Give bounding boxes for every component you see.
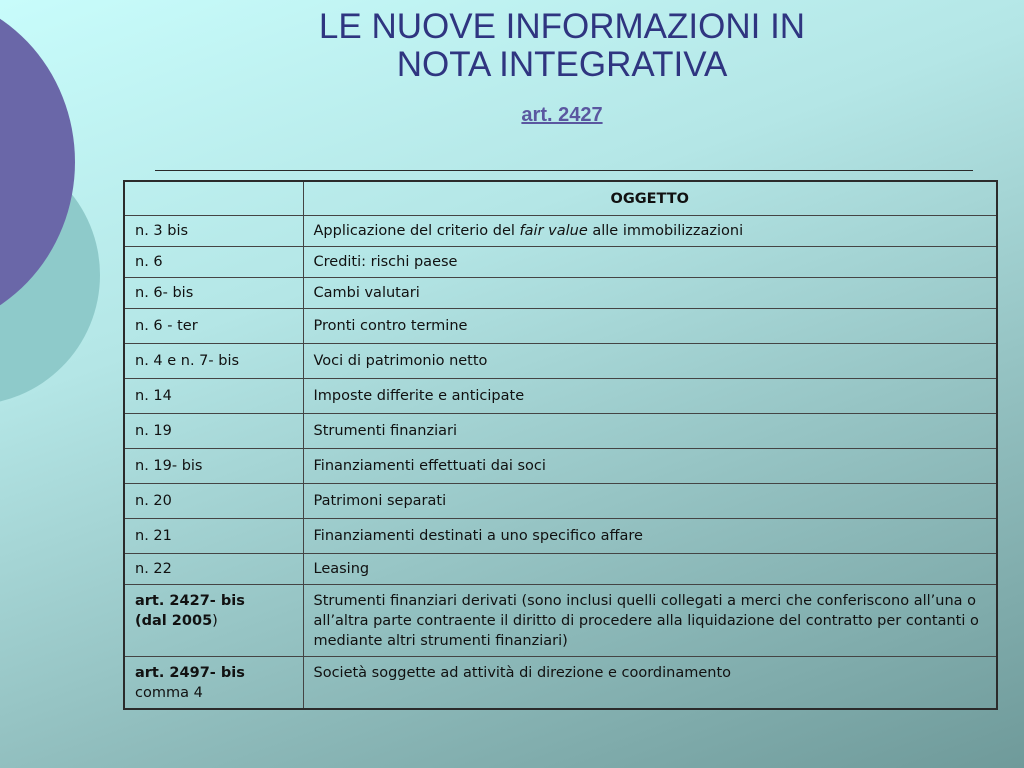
subject-text: Applicazione del criterio del	[313, 223, 520, 239]
title-line-1: LE NUOVE INFORMAZIONI IN	[318, 7, 806, 46]
ref-line-2: (dal 2005	[135, 613, 213, 629]
subject-cell: Leasing	[303, 554, 997, 585]
ref-cell: n. 19- bis	[124, 449, 303, 484]
subject-cell: Strumenti finanziari derivati (sono inclusi quelli collegati a merci che conferiscono all’una o all’altra parte contraente il diritto di procedere alla liquidazione del contratto per contanti o mediante altri strumenti finanziari)	[303, 585, 997, 657]
title-divider	[155, 170, 973, 171]
subject-cell: Voci di patrimonio netto	[303, 344, 997, 379]
subject-text-end: alle immobilizzazioni	[587, 223, 744, 239]
table-row	[124, 585, 997, 657]
ref-cell: n. 19	[124, 414, 303, 449]
table-row	[124, 344, 997, 379]
subject-cell: Cambi valutari	[303, 278, 997, 309]
table-row	[124, 216, 997, 247]
ref-cell: n. 3 bis	[124, 216, 303, 247]
ref-cell: n. 22	[124, 554, 303, 585]
header-cell-ref	[124, 181, 303, 216]
table-row	[124, 484, 997, 519]
info-table	[123, 180, 998, 710]
table-row	[124, 519, 997, 554]
title-line-2: NOTA INTEGRATIVA	[396, 45, 728, 84]
ref-line-1: art. 2497- bis	[135, 665, 245, 681]
subject-cell: Finanziamenti effettuati dai soci	[303, 449, 997, 484]
table-row	[124, 379, 997, 414]
header-cell-oggetto: OGGETTO	[303, 181, 997, 216]
table-row	[124, 278, 997, 309]
table-row	[124, 554, 997, 585]
subject-cell: Società soggette ad attività di direzione e coordinamento	[303, 657, 997, 710]
subject-cell: Patrimoni separati	[303, 484, 997, 519]
subject-cell: Strumenti finanziari	[303, 414, 997, 449]
subject-cell: Imposte differite e anticipate	[303, 379, 997, 414]
slide-title	[140, 8, 984, 84]
ref-cell: n. 20	[124, 484, 303, 519]
ref-line-2-end: )	[212, 613, 218, 629]
table-row	[124, 247, 997, 278]
ref-cell	[124, 657, 303, 710]
table-row	[124, 414, 997, 449]
subject-cell: Crediti: rischi paese	[303, 247, 997, 278]
ref-cell: n. 6 - ter	[124, 309, 303, 344]
subject-cell: Finanziamenti destinati a uno specifico affare	[303, 519, 997, 554]
subject-text-italic: fair value	[519, 223, 588, 239]
slide-subtitle: art. 2427	[521, 104, 603, 126]
ref-cell: n. 14	[124, 379, 303, 414]
ref-cell: n. 6- bis	[124, 278, 303, 309]
ref-line-2: comma 4	[135, 685, 203, 701]
subject-cell	[303, 216, 997, 247]
ref-cell: n. 4 e n. 7- bis	[124, 344, 303, 379]
ref-cell: n. 21	[124, 519, 303, 554]
table-row	[124, 657, 997, 710]
ref-cell	[124, 585, 303, 657]
ref-cell: n. 6	[124, 247, 303, 278]
table-row	[124, 449, 997, 484]
subject-cell: Pronti contro termine	[303, 309, 997, 344]
table-header-row	[124, 181, 997, 216]
ref-line-1: art. 2427- bis	[135, 593, 245, 609]
table-row	[124, 309, 997, 344]
